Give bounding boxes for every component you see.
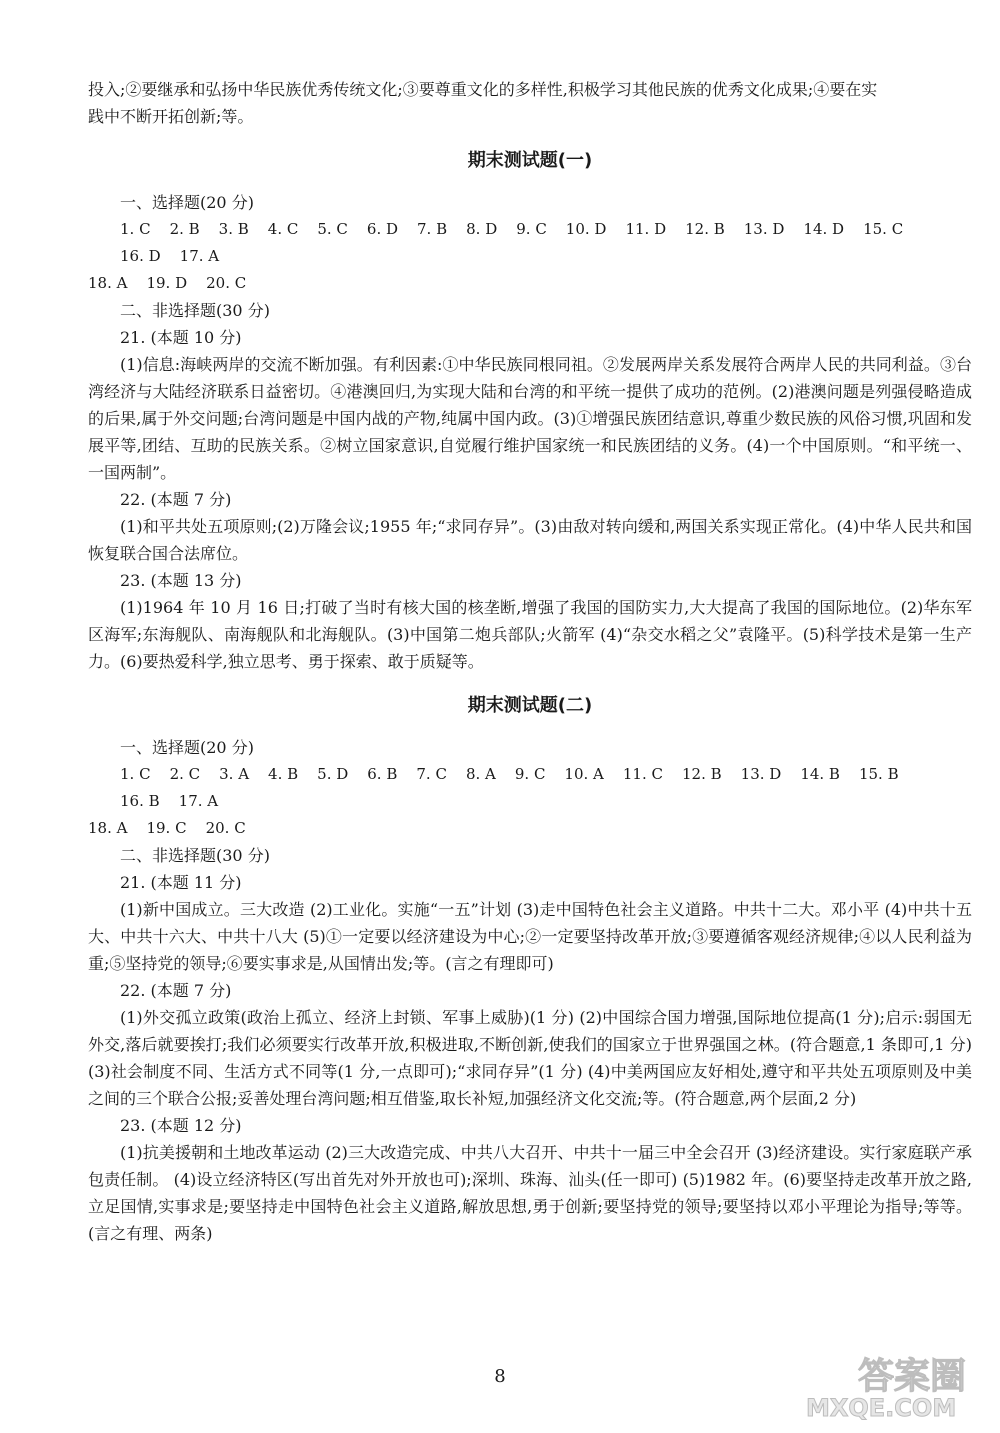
- mc-answer: 7. B: [417, 220, 448, 238]
- mc-answer: 11. C: [622, 765, 663, 783]
- mc-answer: 8. D: [466, 220, 498, 238]
- test-1-section: [88, 147, 972, 675]
- test-1-q23-heading: 23. (本题 13 分): [120, 571, 242, 590]
- mc-answer: 16. B: [120, 792, 160, 810]
- watermark-logo: [800, 1350, 990, 1422]
- mc-answer: 4. B: [268, 765, 299, 783]
- mc-answer: 13. D: [740, 765, 782, 783]
- test-1-nonmc-heading: 二、非选择题(30 分): [120, 301, 270, 320]
- mc-answer: 20. C: [206, 274, 247, 292]
- mc-answer: 10. D: [565, 220, 607, 238]
- intro-line-2: 践中不断开拓创新;等。: [88, 107, 254, 126]
- test-2-mc-row-1: [88, 761, 972, 815]
- mc-answer: 9. C: [514, 765, 546, 783]
- mc-answer: 12. B: [685, 220, 725, 238]
- test-1-q23-answer: (1)1964 年 10 月 16 日;打破了当时有核大国的核垄断,增强了我国的国防实力,大大提高了我国的国际地位。(2)华东军区海军;东海舰队、南海舰队和北海舰队。(3)中国第二炮兵部队;火箭军 (4)“杂交水稻之父”袁隆平。(5)科学技术是第一生产力。(6)要热爱科学,独立思考、勇于探索、敢于质疑等。: [88, 598, 972, 671]
- test-1-title: 期末测试题(一): [467, 150, 593, 171]
- test-1-q22-answer: (1)和平共处五项原则;(2)万隆会议;1955 年;“求同存异”。(3)由敌对转向缓和,两国关系实现正常化。(4)中华人民共和国恢复联合国合法席位。: [88, 517, 972, 563]
- mc-answer: 13. D: [743, 220, 785, 238]
- mc-answer: 14. B: [800, 765, 840, 783]
- test-1-mc-row-1: [88, 216, 972, 270]
- watermark-url-text: MXQE.COM: [806, 1394, 957, 1422]
- mc-answer: 10. A: [564, 765, 604, 783]
- mc-answer: 7. C: [416, 765, 447, 783]
- mc-answer: 8. A: [465, 765, 496, 783]
- mc-answer: 15. C: [863, 220, 904, 238]
- mc-answer: 2. C: [169, 765, 201, 783]
- mc-answer: 17. A: [179, 247, 220, 265]
- mc-answer: 19. C: [146, 819, 187, 837]
- watermark-logo-text: 答案圈: [858, 1356, 967, 1397]
- mc-answer: 11. D: [625, 220, 667, 238]
- mc-answer: 15. B: [858, 765, 899, 783]
- page-number: 8: [494, 1366, 506, 1387]
- test-2-q21-heading: 21. (本题 11 分): [120, 873, 242, 892]
- test-2-mc-row-2: [88, 815, 972, 842]
- test-2-section: [88, 692, 972, 1247]
- test-2-q21-answer: (1)新中国成立。三大改造 (2)工业化。实施“一五”计划 (3)走中国特色社会主义道路。中共十二大。邓小平 (4)中共十五大、中共十六大、中共十八大 (5)①一定要以经济建设为中心;②一定要坚持改革开放;③要遵循客观经济规律;④以人民利益为重;⑤坚持党的领导;⑥要实事求是,从国情出发;等。(言之有理即可): [88, 900, 972, 973]
- mc-answer: 17. A: [178, 792, 219, 810]
- page-content: [88, 76, 972, 1247]
- test-2-title: 期末测试题(二): [467, 695, 593, 716]
- mc-answer: 3. B: [218, 220, 249, 238]
- mc-answer: 5. C: [317, 220, 348, 238]
- test-1-q21-answer: (1)信息:海峡两岸的交流不断加强。有利因素:①中华民族同根同祖。②发展两岸关系发展符合两岸人民的共同利益。③台湾经济与大陆经济联系日益密切。④港澳回归,为实现大陆和台湾的和平统一提供了成功的范例。(2)港澳问题是列强侵略造成的后果,属于外交问题;台湾问题是中国内战的产物,纯属中国内政。(3)①增强民族团结意识,尊重少数民族的风俗习惯,巩固和发展平等,团结、互助的民族关系。②树立国家意识,自觉履行维护国家统一和民族团结的义务。(4)一个中国原则。“和平统一、一国两制”。: [88, 355, 972, 482]
- test-1-mc-row-2: [88, 270, 972, 297]
- mc-answer: 18. A: [88, 819, 128, 837]
- mc-answer: 1. C: [120, 765, 151, 783]
- test-2-mc-heading: 一、选择题(20 分): [120, 738, 254, 757]
- test-2-nonmc-heading: 二、非选择题(30 分): [120, 846, 270, 865]
- mc-answer: 1. C: [120, 220, 151, 238]
- mc-answer: 5. D: [317, 765, 349, 783]
- mc-answer: 12. B: [682, 765, 722, 783]
- test-2-q23-heading: 23. (本题 12 分): [120, 1116, 242, 1135]
- test-1-mc-heading: 一、选择题(20 分): [120, 193, 254, 212]
- mc-answer: 4. C: [267, 220, 299, 238]
- mc-answer: 9. C: [516, 220, 547, 238]
- mc-answer: 20. C: [205, 819, 246, 837]
- test-2-q22-heading: 22. (本题 7 分): [120, 981, 232, 1000]
- test-2-q22-answer: (1)外交孤立政策(政治上孤立、经济上封锁、军事上威胁)(1 分) (2)中国综合国力增强,国际地位提高(1 分);启示:弱国无外交,落后就要挨打;我们必须要实行改革开放,积极进取,不断创新,使我们的国家立于世界强国之林。(符合题意,1 条即可,1 分) (3)社会制度不同、生活方式不同等(1 分,一点即可);“求同存异”(1 分) (4)中美两国应友好相处,遵守和平共处五项原则及中美之间的三个联合公报;妥善处理台湾问题;相互借鉴,取长补短,加强经济文化交流;等。(符合题意,两个层面,2 分): [88, 1008, 972, 1108]
- test-1-q21-heading: 21. (本题 10 分): [120, 328, 242, 347]
- mc-answer: 6. B: [367, 765, 398, 783]
- intro-line-1: 投入;②要继承和弘扬中华民族优秀传统文化;③要尊重文化的多样性,积极学习其他民族的优秀文化成果;④要在实: [88, 80, 878, 99]
- mc-answer: 16. D: [120, 247, 161, 265]
- mc-answer: 19. D: [146, 274, 188, 292]
- mc-answer: 14. D: [803, 220, 845, 238]
- test-2-q23-answer: (1)抗美援朝和土地改革运动 (2)三大改造完成、中共八大召开、中共十一届三中全会召开 (3)经济建设。实行家庭联产承包责任制。 (4)设立经济特区(写出首先对外开放也可);深圳、珠海、汕头(任一即可) (5)1982 年。(6)要坚持走改革开放之路,立足国情,实事求是;要坚持走中国特色社会主义道路,解放思想,勇于创新;要坚持党的领导;要坚持以邓小平理论为指导;等等。(言之有理、两条): [88, 1143, 972, 1243]
- mc-answer: 2. B: [169, 220, 200, 238]
- mc-answer: 18. A: [88, 274, 128, 292]
- mc-answer: 6. D: [366, 220, 399, 238]
- test-1-q22-heading: 22. (本题 7 分): [120, 490, 232, 509]
- mc-answer: 3. A: [219, 765, 250, 783]
